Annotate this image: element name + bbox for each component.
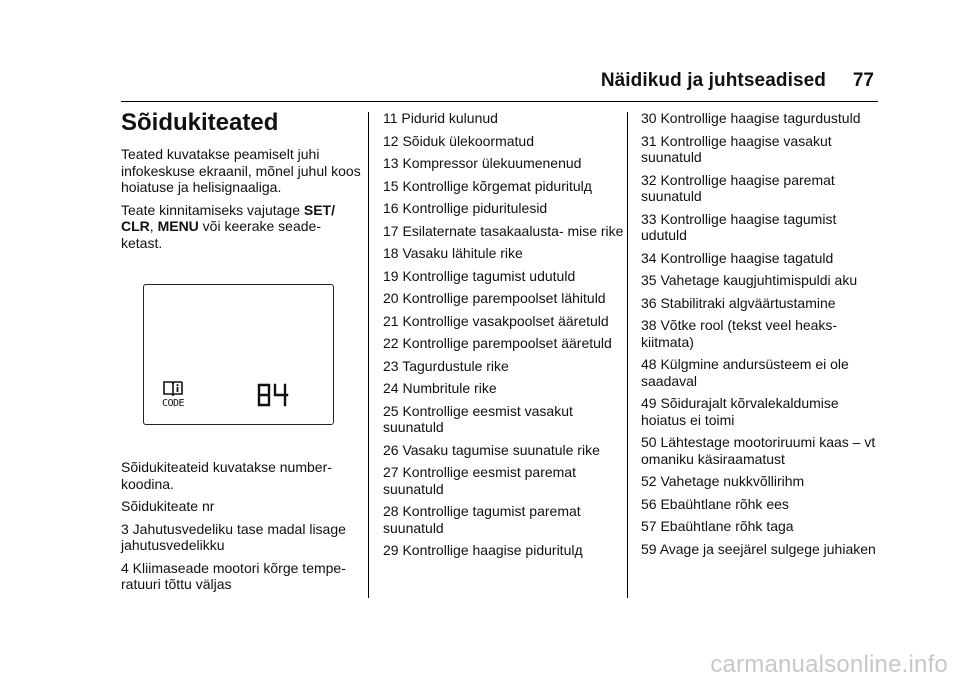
page-number: 77 xyxy=(852,70,874,91)
column-1 xyxy=(121,110,361,257)
message-number-label: Sõidukiteate nr xyxy=(121,498,215,514)
message-item: 4 Kliimaseade mootori kõrge tempe- ratuuri tõttu väljas xyxy=(121,559,346,592)
column-divider-1 xyxy=(368,112,369,598)
message-item: 3 Jahutusvedeliku tase madal lisage jahutusvedelikku xyxy=(121,520,346,553)
column-3 xyxy=(641,110,881,563)
message-item: 15 Kontrollige kõrgemat piduritulд xyxy=(383,177,592,194)
confirm-text-post: või keerake seade- ketast. xyxy=(121,218,321,251)
intro-paragraph: Teated kuvatakse peamiselt juhi infokeskuse ekraanil, mõnel juhul koos hoiatuse ja helisignaaliga. xyxy=(121,146,361,195)
message-item: 30 Kontrollige haagise tagurdustuld xyxy=(641,110,861,126)
message-item: 26 Vasaku tagumise suunatule rike xyxy=(383,441,600,458)
column-2 xyxy=(383,110,625,565)
digits-value: 84 xyxy=(257,383,259,384)
message-item: 56 Ebaühtlane rõhk ees xyxy=(641,495,789,512)
message-item: 35 Vahetage kaugjuhtimispuldi aku xyxy=(641,272,858,288)
message-item: 38 Võtke rool (tekst veel heaks- kiitmata) xyxy=(641,317,838,350)
message-item: 59 Avage ja seejärel sulgege juhiaken xyxy=(641,540,876,557)
message-item: 28 Kontrollige tagumist paremat suunatuld xyxy=(383,503,581,536)
message-item: 21 Kontrollige vasakpoolset ääretuld xyxy=(383,312,609,329)
message-item: 32 Kontrollige haagise paremat suunatuld xyxy=(641,171,835,204)
message-item: 49 Sõidurajalt kõrvalekaldumise hoiatus ei toimi xyxy=(641,395,839,428)
message-item: 52 Vahetage nukkvõllirihm xyxy=(641,473,805,489)
message-item: 33 Kontrollige haagise tagumist udutuld xyxy=(641,210,837,243)
message-item: 13 Kompressor ülekuumenenud xyxy=(383,155,582,171)
numeric-code-paragraph: Sõidukiteateid kuvatakse number- koodina. xyxy=(121,459,332,492)
set-clr-label: SET/ CLR xyxy=(121,201,335,234)
section-heading: Sõidukiteated xyxy=(121,109,279,136)
message-item: 36 Stabilitraki algväärtustamine xyxy=(641,294,836,311)
code-label: CODE xyxy=(162,398,185,409)
menu-label: MENU xyxy=(157,218,199,234)
message-item: 48 Külgmine andursüsteem ei ole saadaval xyxy=(641,356,849,389)
message-item: 57 Ebaühtlane rõhk taga xyxy=(641,518,794,534)
section-title: Näidikud ja juhtseadised xyxy=(600,70,826,91)
message-item: 20 Kontrollige parempoolset lähituld xyxy=(383,290,606,306)
message-item: 34 Kontrollige haagise tagatuld xyxy=(641,249,834,266)
message-item: 12 Sõiduk ülekoormatud xyxy=(383,132,534,149)
message-item: 18 Vasaku lähitule rike xyxy=(383,245,523,261)
message-item: 17 Esilaternate tasakaalusta- mise rike xyxy=(383,222,624,239)
column-divider-2 xyxy=(627,112,628,598)
message-item: 23 Tagurdustule rike xyxy=(383,357,509,374)
segment-display-digits xyxy=(257,383,289,407)
page-header xyxy=(0,68,960,100)
message-item: 25 Kontrollige eesmist vasakut suunatuld xyxy=(383,402,573,435)
message-item: 11 Pidurid kulunud xyxy=(383,110,498,126)
watermark: carmanualsonline.info xyxy=(710,651,948,678)
confirm-text-pre: Teate kinnitamiseks vajutage xyxy=(121,201,304,218)
column-1-lower xyxy=(121,459,361,599)
message-item: 29 Kontrollige haagise piduritulд xyxy=(383,542,583,558)
message-item: 16 Kontrollige piduritulesid xyxy=(383,200,548,216)
confirm-text-mid: , xyxy=(149,218,158,234)
message-item: 50 Lähtestage mootoriruumi kaas – vt omaniku käsiraamatust xyxy=(641,434,876,467)
message-item: 27 Kontrollige eesmist paremat suunatuld xyxy=(383,464,576,497)
message-item: 31 Kontrollige haagise vasakut suunatuld xyxy=(641,132,832,165)
header-divider xyxy=(121,101,878,102)
confirm-paragraph xyxy=(121,202,361,252)
message-item: 22 Kontrollige parempoolset ääretuld xyxy=(383,335,612,351)
message-item: 19 Kontrollige tagumist udutuld xyxy=(383,267,576,284)
info-book-icon xyxy=(163,380,183,396)
message-item: 24 Numbritule rike xyxy=(383,380,497,396)
